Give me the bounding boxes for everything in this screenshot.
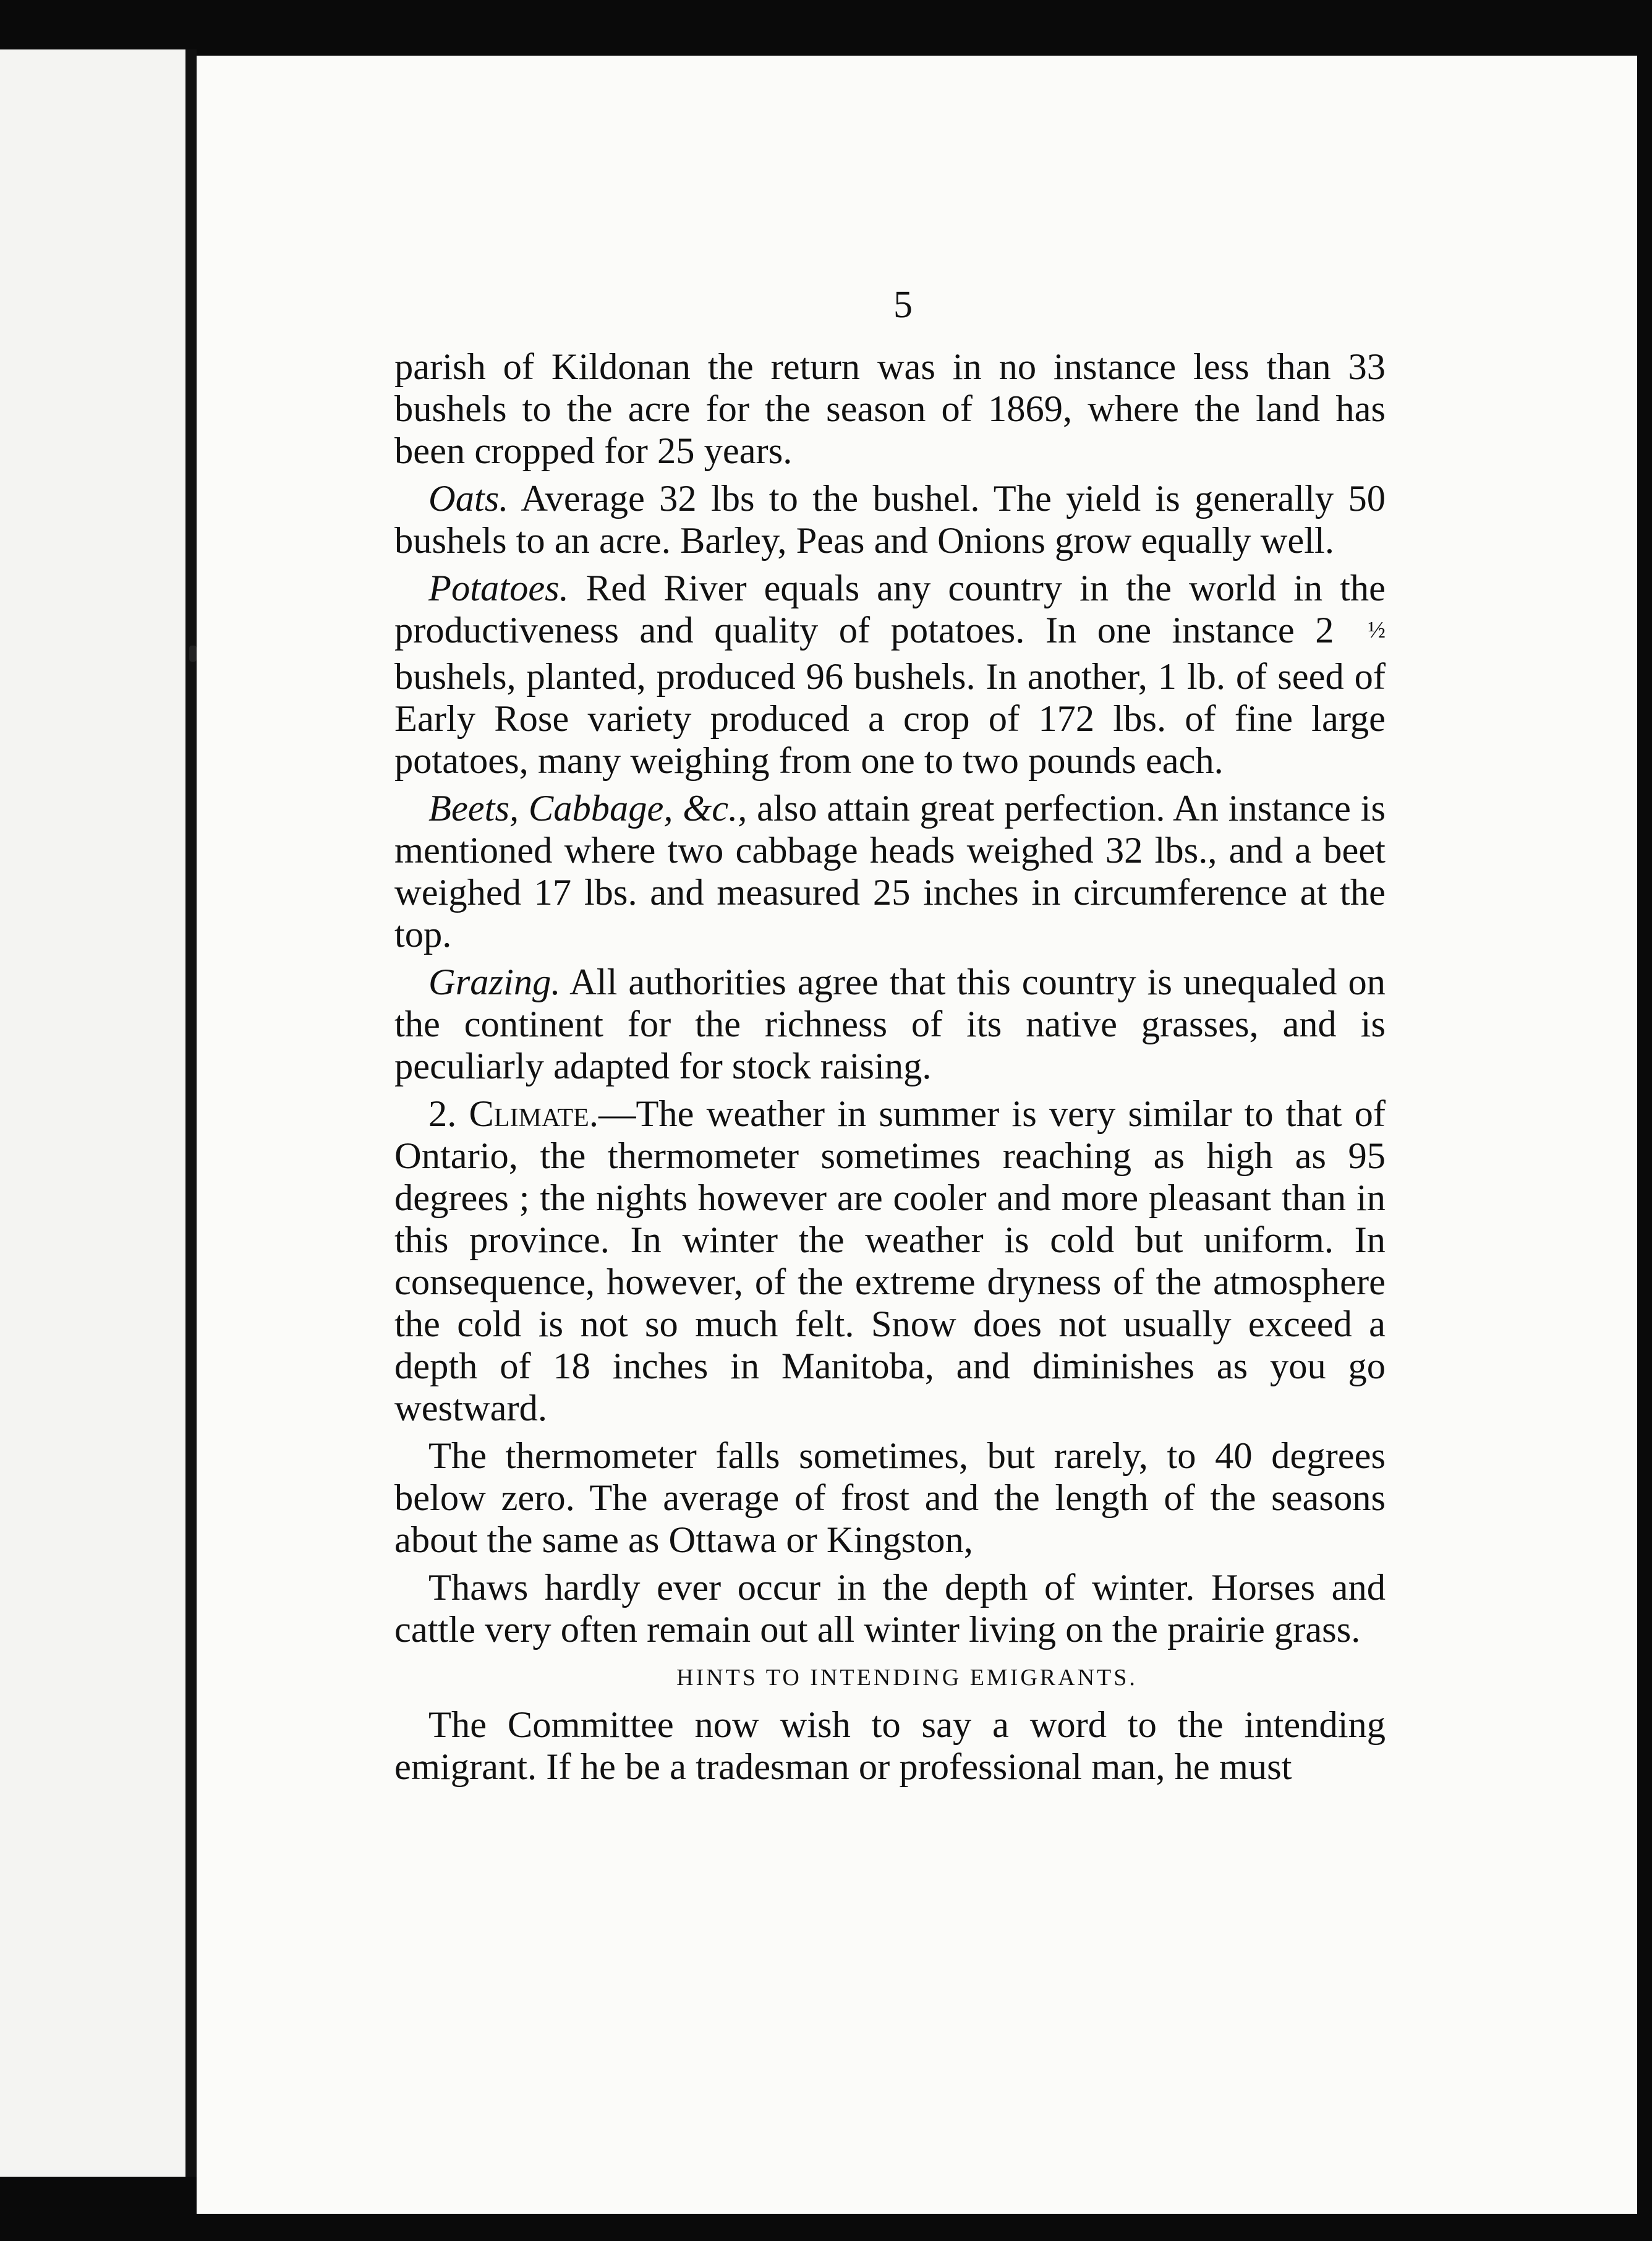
paragraph-grazing <box>394 962 1386 1088</box>
potatoes-fraction: ½ <box>1368 617 1386 643</box>
page-fold <box>185 49 197 2177</box>
paragraph-thermometer: The thermometer falls sometimes, but rarely, to 40 degrees below zero. The average of frost and the length of the seasons about the same as Ottawa or Kingston, <box>394 1435 1386 1561</box>
paragraph-potatoes <box>394 568 1386 782</box>
paragraph-thaws: Thaws hardly ever occur in the depth of winter. Horses and cattle very often remain out all winter living on the prairie grass. <box>394 1567 1386 1650</box>
oats-body: Average 32 lbs to the bushel. The yield is generally 50 bushels to an acre. Barley, Peas and Onions grow equally well. <box>394 478 1386 561</box>
section-heading: HINTS TO INTENDING EMIGRANTS. <box>676 1665 1138 1691</box>
potatoes-lead: Potatoes. <box>428 568 569 609</box>
oats-lead: Oats. <box>428 478 509 519</box>
grazing-lead: Grazing. <box>428 962 561 1003</box>
page-body <box>394 346 1386 1788</box>
climate-lead: Climate. <box>469 1093 598 1135</box>
paragraph-committee: The Committee now wish to say a word to the intending emigrant. If he be a tradesman or professional man, he must <box>394 1704 1386 1788</box>
page-number: 5 <box>893 284 913 326</box>
potatoes-body-1: Red River equals any country in the world in the productiveness and quality of potatoes. In one instance 2 <box>394 568 1386 651</box>
beets-body: also attain great perfection. An instance is mentioned where two cabbage heads weighed 32 lbs., and a beet weighed 17 lbs. and measured 25 inches in circumference at the top. <box>394 788 1386 955</box>
potatoes-body-2: bushels, planted, produced 96 bushels. In another, 1 lb. of seed of Early Rose variety produced a crop of 172 lbs. of fine large potatoes, many weighing from one to two pounds each. <box>394 656 1386 782</box>
climate-number: 2. <box>428 1093 469 1135</box>
facing-page-edge <box>0 49 185 2177</box>
climate-body: —The weather in summer is very similar to that of Ontario, the thermometer sometimes reaching as high as 95 degrees ; the nights however are cooler and more pleasant than in this province. In winter the weather is cold but uniform. In consequence, however, of the extreme dryness of the atmosphere the cold is not so much felt. Snow does not usually exceed a depth of 18 inches in Manitoba, and diminishes as you go westward. <box>394 1093 1386 1429</box>
grazing-body: All authorities agree that this country is unequaled on the continent for the richness of its native grasses, and is peculiarly adapted for stock raising. <box>394 962 1386 1087</box>
book-page <box>197 56 1637 2214</box>
margin-mark <box>189 646 197 662</box>
paragraph-kildonan: parish of Kildonan the return was in no instance less than 33 bushels to the acre for the season of 1869, where the land has been cropped for 25 years. <box>394 346 1386 472</box>
paragraph-oats <box>394 478 1386 562</box>
beets-lead: Beets, Cabbage, &c., <box>428 788 747 829</box>
paragraph-climate <box>394 1093 1386 1430</box>
paragraph-beets <box>394 788 1386 956</box>
